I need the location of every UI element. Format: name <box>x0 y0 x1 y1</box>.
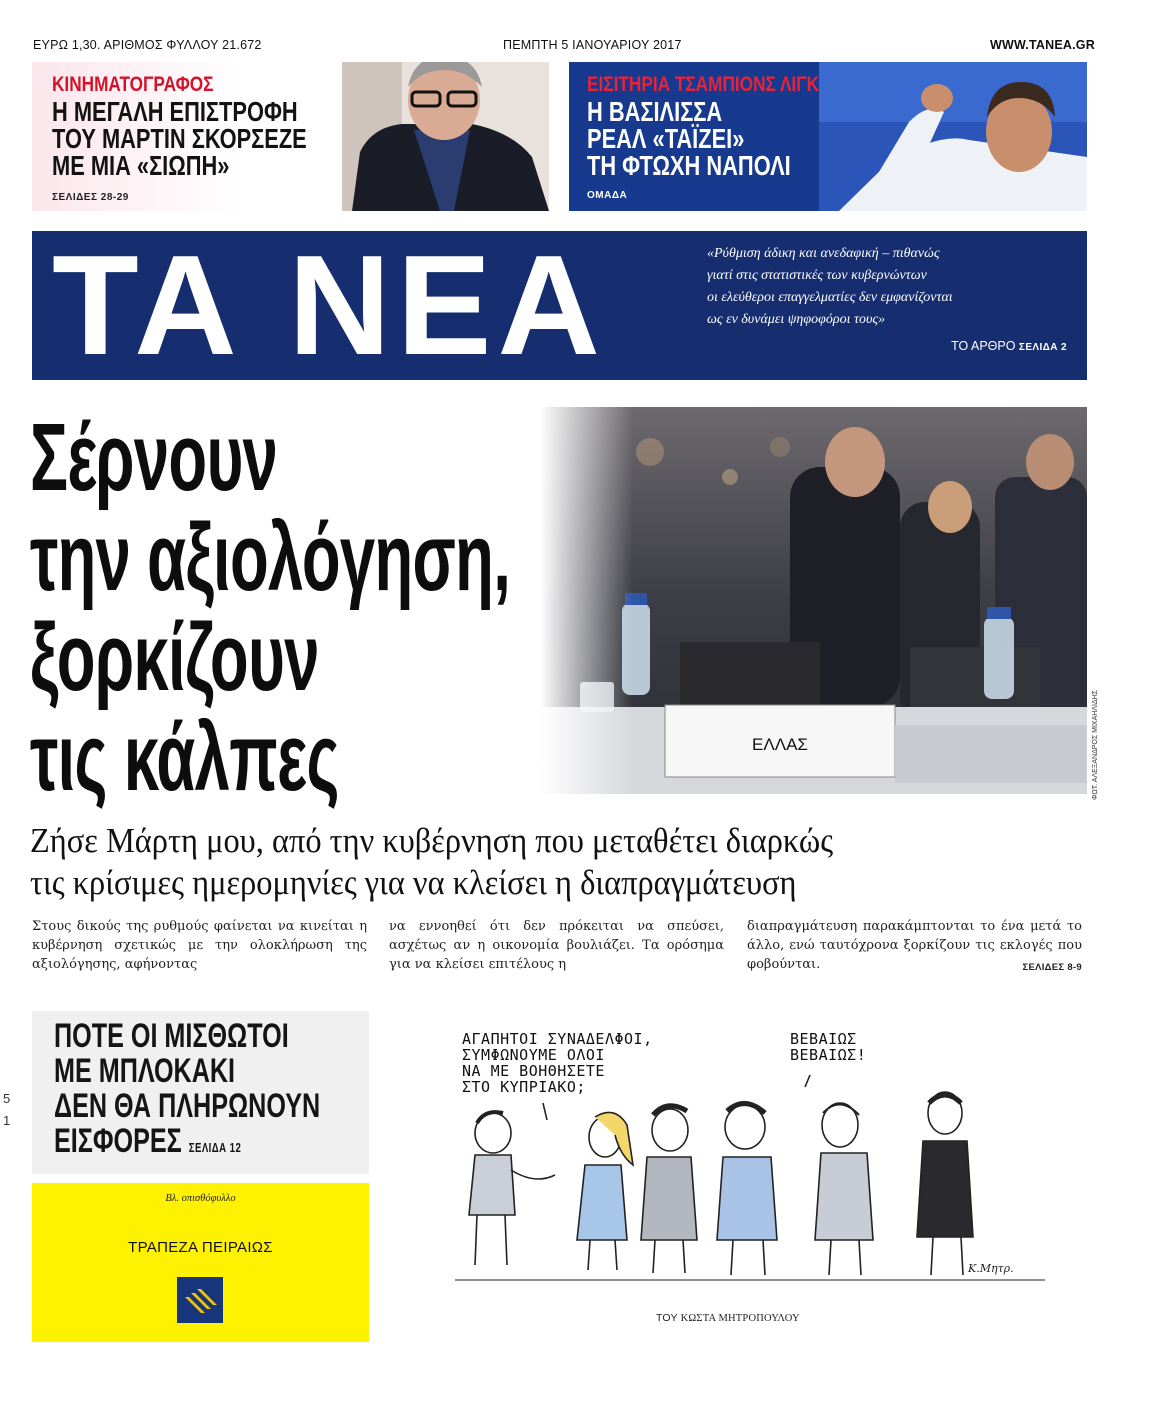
bank-logo-icon <box>177 1277 223 1323</box>
bubble1-line-3: ΝΑ ΜΕ ΒΟΗΘΗΣΕΤΕ <box>462 1062 605 1080</box>
quote-line-1: «Ρύθμιση άδικη και ανεδαφική – πιθανώς <box>707 246 940 261</box>
promo-cinema[interactable] <box>32 62 549 211</box>
masthead <box>32 226 1087 385</box>
headline-line-1: Σέρνουν <box>30 404 278 511</box>
lead-body-column-1: Στους δικούς της ρυθμούς φαίνεται να κινείται η κυβέρνηση σχετικώς με την ολοκλήρωση της αξιολόγησης, αφήνοντας <box>32 919 367 973</box>
quote-line-3: οι ελεύθεροι επαγγελματίες δεν εμφανίζονται <box>707 290 953 305</box>
side-promo-line-2: ΜΕ ΜΠΛΟΚΑΚΙ <box>54 1052 236 1090</box>
lead-pages-reference[interactable]: ΣΕΛΙΔΕΣ 8-9 <box>1022 962 1082 974</box>
lead-body-column-2: να εννοηθεί ότι δεν πρόκειται να σπεύσει, ασχέτως αν η οικονομία βουλιάζει. Τα ορόσημα για να κλείσει επιτέλους η <box>389 919 724 973</box>
bubble2-line-1: ΒΕΒΑΙΩΣ <box>790 1030 857 1048</box>
subhead-line-2: τις κρίσιμες ημερομηνίες για να κλείσει η διαπραγμάτευση <box>30 864 797 902</box>
issue-date: ΠΕΜΠΤΗ 5 ΙΑΝΟΥΑΡΙΟΥ 2017 <box>503 38 682 52</box>
ad-note: Βλ. οπισθόφυλλο <box>165 1193 236 1204</box>
director-portrait-image <box>342 62 549 211</box>
lead-body-column-3 <box>747 917 1082 978</box>
bank-advertisement[interactable] <box>32 1183 369 1342</box>
editorial-quote <box>707 243 1067 331</box>
margin-mark-1: 5 <box>3 1091 11 1106</box>
margin-marks <box>3 1088 10 1132</box>
promo-sport-line-1: Η ΒΑΣΙΛΙΣΣΑ <box>587 96 723 127</box>
side-promo-headline <box>54 1019 320 1165</box>
side-promo[interactable] <box>32 1011 369 1174</box>
promo-cinema-line-1: Η ΜΕΓΑΛΗ ΕΠΙΣΤΡΟΦΗ <box>52 96 298 127</box>
promo-cinema-kicker: ΚΙΝΗΜΑΤΟΓΡΑΦΟΣ <box>52 73 214 96</box>
promo-sport[interactable] <box>569 62 1087 211</box>
footballer-photo-image <box>819 62 1087 211</box>
side-promo-line-4: ΕΙΣΦΟΡΕΣ <box>54 1122 182 1160</box>
bubble1-line-1: ΑΓΑΠΗΤΟΙ ΣΥΝΑΔΕΛΦΟΙ, <box>462 1030 653 1048</box>
editorial-page: ΣΕΛΙΔΑ 2 <box>1018 342 1067 353</box>
cartoon-credit-prefix: ΤΟΥ <box>656 1312 678 1324</box>
headline-line-3: ξορκίζουν <box>30 604 319 711</box>
cartoon-credit <box>656 1312 800 1324</box>
ad-brand: ΤΡΑΠΕΖΑ ΠΕΙΡΑΙΩΣ <box>128 1239 273 1256</box>
cartoon-signature: Κ.Μητρ. <box>968 1262 1014 1275</box>
lead-body-column-3-text: διαπραγμάτευση παρακάμπτονται το ένα μετά το άλλο, ενώ ταυτόχρονα ξορκίζουν τις εκλογές που φοβούνται. <box>747 919 1082 973</box>
bubble1-line-4: ΣΤΟ ΚΥΠΡΙΑΚΟ; <box>462 1078 586 1096</box>
promo-sport-line-3: ΤΗ ΦΤΩΧΗ ΝΑΠΟΛΙ <box>587 150 791 181</box>
lead-subheadline <box>30 820 1026 904</box>
promo-sport-section: ΟΜΑΔΑ <box>587 190 628 201</box>
editorial-source: ΤΟ ΑΡΘΡΟ <box>951 339 1016 353</box>
quote-line-2: γιατί στις στατιστικές των κυβερνώντων <box>707 268 927 283</box>
promo-cinema-line-3: ΜΕ ΜΙΑ «ΣΙΩΠΗ» <box>52 150 230 181</box>
lead-photo <box>540 407 1087 794</box>
side-promo-line-3: ΔΕΝ ΘΑ ΠΛΗΡΩΝΟΥΝ <box>54 1087 321 1125</box>
promo-sport-kicker: ΕΙΣΙΤΗΡΙΑ ΤΣΑΜΠΙΟΝΣ ΛΙΓΚ <box>587 73 820 96</box>
photo-placard-text: ΕΛΛΑΣ <box>752 735 808 754</box>
subhead-line-1: Ζήσε Μάρτη μου, από την κυβέρνηση που μεταθέτει διαρκώς <box>30 822 834 860</box>
quote-line-4: ως εν δυνάμει ψηφοφόροι τους» <box>707 312 886 327</box>
bubble1-line-2: ΣΥΜΦΩΝΟΥΜΕ ΟΛΟΙ <box>462 1046 605 1064</box>
promo-sport-line-2: ΡΕΑΛ «ΤΑΪΖΕΙ» <box>587 123 745 154</box>
cartoon-speech-bubble-1 <box>462 1031 653 1095</box>
issue-info: ΕΥΡΩ 1,30. ΑΡΙΘΜΟΣ ΦΥΛΛΟΥ 21.672 <box>33 38 262 52</box>
bubble2-line-2: ΒΕΒΑΙΩΣ! <box>790 1046 867 1064</box>
editorial-reference[interactable] <box>951 339 1067 353</box>
newspaper-logo[interactable]: ΤΑ ΝΕΑ <box>52 226 607 385</box>
website-link[interactable]: WWW.TANEA.GR <box>990 38 1095 52</box>
promo-cinema-pages: ΣΕΛΙΔΕΣ 28-29 <box>52 192 129 203</box>
headline-line-2: την αξιολόγηση, <box>30 504 511 611</box>
promo-cinema-line-2: ΤΟΥ ΜΑΡΤΙΝ ΣΚΟΡΣΕΖΕ <box>52 123 307 154</box>
cartoon-credit-name: ΚΩΣΤΑ ΜΗΤΡΟΠΟΥΛΟΥ <box>680 1313 800 1324</box>
photo-credit: ΦΩΤ. ΑΛΕΞΑΝΔΡΟΣ ΜΙΧΑΗΛΙΔΗΣ <box>1092 690 1099 801</box>
side-promo-line-1: ΠΟΤΕ ΟΙ ΜΙΣΘΩΤΟΙ <box>54 1017 289 1055</box>
headline-line-4: τις κάλπες <box>30 704 339 811</box>
margin-mark-2: 1 <box>3 1113 11 1128</box>
cartoon-speech-bubble-2 <box>790 1031 866 1063</box>
side-promo-page: ΣΕΛΙΔΑ 12 <box>188 1140 242 1155</box>
lead-headline[interactable] <box>30 404 511 811</box>
